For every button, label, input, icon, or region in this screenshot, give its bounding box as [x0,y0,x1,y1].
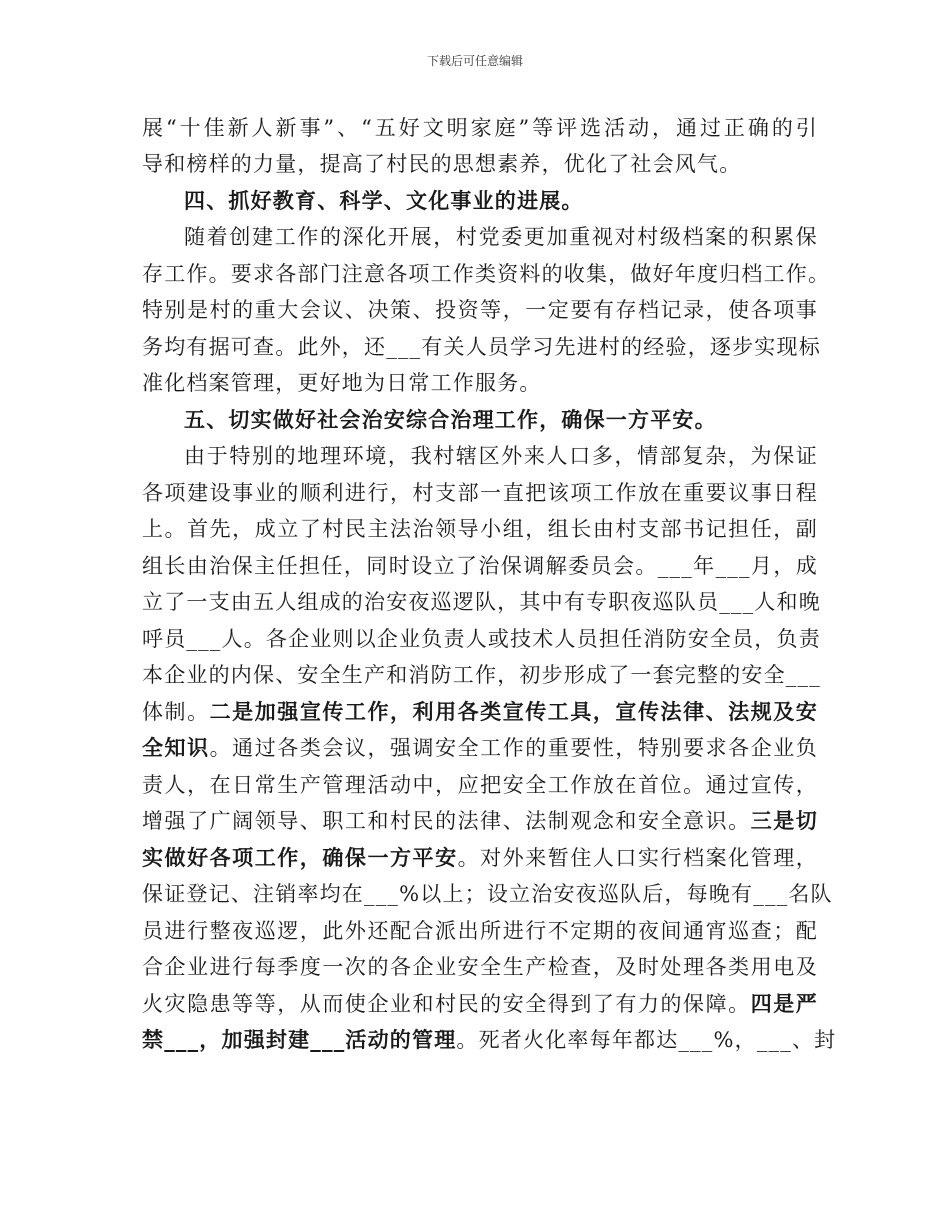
paragraph-line [184,219,818,255]
paragraph-line [184,438,818,474]
section-heading [184,402,818,438]
bold-text-segment: 实做好各项工作，确保一方平安 [142,845,458,870]
bold-text-segment: 禁___，加强封建___活动的管理 [142,1027,457,1052]
section-heading [184,183,818,219]
paragraph-line [142,621,821,657]
paragraph-line [142,292,818,328]
text-segment: 增强了广阔领导、职工和村民的法律、法制观念和安全意识。 [142,809,751,833]
text-segment: 立了一支由五人组成的治安夜巡逻队，其中有专职夜巡队员___人和晚 [142,590,821,614]
paragraph-line [142,913,818,949]
text-segment: 由于特别的地理环境，我村辖区外来人口多，情部复杂，为保证 [184,444,818,468]
page-header: 下载后可任意编辑 [426,54,523,68]
text-segment: 体制。 [142,700,210,724]
paragraph-line [142,803,818,839]
paragraph-line [142,329,821,365]
paragraph-line [142,694,818,730]
text-segment: 。死者火化率每年都达___%，___、封 [456,1028,837,1052]
paragraph-line [142,840,818,876]
bold-text-segment: 三是切 [750,808,818,833]
text-segment: 责人，在日常生产管理活动中，应把安全工作放在首位。通过宣传， [142,773,818,797]
text-segment: 特别是村的重大会议、决策、投资等，一定要有存档记录，使各项事 [142,298,818,322]
text-segment: 准化档案管理，更好地为日常工作服务。 [142,371,542,395]
text-segment: 组长由治保主任担任，同时设立了治保调解委员会。___年___月，成 [142,554,818,578]
heading-text: 五、切实做好社会治安综合治理工作，确保一方平安。 [184,407,717,432]
paragraph-line [142,657,821,693]
text-segment: 各项建设事业的顺利进行，村支部一直把该项工作放在重要议事日程 [142,481,818,505]
paragraph-line [142,256,831,292]
bold-text-segment: 四是严 [750,991,818,1016]
text-segment: 员进行整夜巡逻，此外还配合派出所进行不定期的夜间通宵巡查；配 [142,919,818,943]
paragraph-line [142,146,818,182]
paragraph-line [142,767,818,803]
text-segment: 合企业进行每季度一次的各企业安全生产检查，及时处理各类用电及 [142,955,818,979]
paragraph-line [142,730,818,766]
bold-text-segment: 二是加强宣传工作，利用各类宣传工具，宣传法律、法规及安 [209,699,818,724]
paragraph-line [142,475,818,511]
text-segment: 导和榜样的力量，提高了村民的思想素养，优化了社会风气。 [142,152,742,176]
text-segment: 展“十佳新人新事”、“五好文明家庭”等评选活动，通过正确的引 [142,116,818,140]
text-segment: 。对外来暂住人口实行档案化管理， [457,846,818,870]
paragraph-line [142,511,818,547]
text-segment: 保证登记、注销率均在___%以上；设立治安夜巡队后，每晚有___名队 [142,882,833,906]
bold-text-segment: 全知识 [142,735,210,760]
text-segment: 。通过各类会议，强调安全工作的重要性，特别要求各企业负 [209,736,818,760]
paragraph-line [142,949,818,985]
text-segment: 呼员___人。各企业则以企业负责人或技术人员担任消防安全员，负责 [142,627,821,651]
text-segment: 务均有据可查。此外，还___有关人员学习先进村的经验，逐步实现标 [142,335,821,359]
paragraph-line [142,584,821,620]
text-segment: 上。首先，成立了村民主法治领导小组，组长由村支部书记担任，副 [142,517,818,541]
text-segment: 本企业的内保、安全生产和消防工作，初步形成了一套完整的安全___ [142,663,821,687]
paragraph-line [142,548,818,584]
text-segment: 火灾隐患等等，从而使企业和村民的安全得到了有力的保障。 [142,992,751,1016]
paragraph-line [142,876,833,912]
paragraph-line [142,110,818,146]
text-segment: 随着创建工作的深化开展，村党委更加重视对村级档案的积累保 [184,225,818,249]
text-segment: 存工作。要求各部门注意各项工作类资料的收集，做好年度归档工作。 [142,262,831,286]
paragraph-line [142,986,818,1022]
heading-text: 四、抓好教育、科学、文化事业的进展。 [184,188,584,213]
paragraph-line [142,365,818,401]
paragraph-line [142,1022,837,1058]
